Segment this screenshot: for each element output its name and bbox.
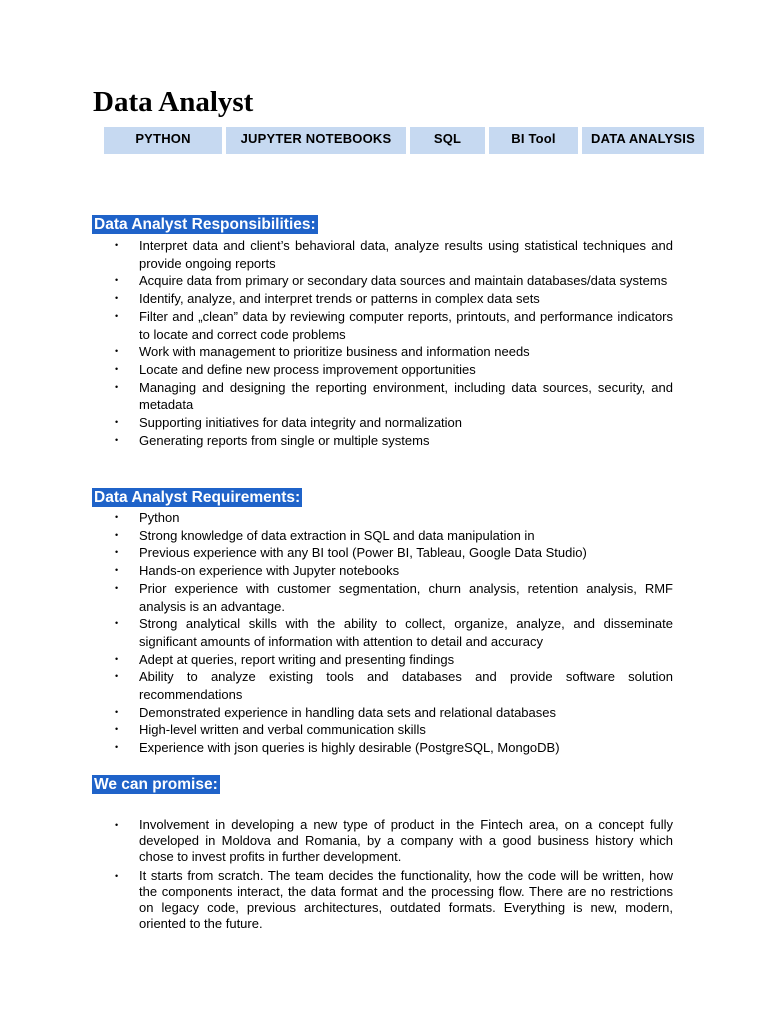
bullet-icon: • <box>115 346 119 357</box>
list-item-text: Previous experience with any BI tool (Power BI, Tableau, Google Data Studio) <box>139 545 587 561</box>
bullet-icon: • <box>115 618 119 629</box>
bullet-icon: • <box>115 293 119 304</box>
bullet-icon: • <box>115 742 119 753</box>
list-item-text: Experience with json queries is highly desirable (PostgreSQL, MongoDB) <box>139 740 560 756</box>
document-title: Data Analyst <box>93 86 254 118</box>
list-item-text: Acquire data from primary or secondary data sources and maintain databases/data systems <box>139 273 668 289</box>
bullet-icon: • <box>115 871 119 881</box>
list-item <box>0 379 673 414</box>
list-item <box>0 432 673 450</box>
skill-tag-jupyter-notebooks: JUPYTER NOTEBOOKS <box>226 127 406 154</box>
list-item <box>0 290 673 308</box>
list-item-text: Hands-on experience with Jupyter notebooks <box>139 563 400 579</box>
bullet-icon: • <box>115 363 119 374</box>
skill-tag-data-analysis: DATA ANALYSIS <box>582 127 704 154</box>
bullet-icon: • <box>115 529 119 540</box>
skill-tag-bi-tool: BI Tool <box>489 127 578 154</box>
bullet-icon: • <box>115 310 119 321</box>
list-item <box>0 721 673 739</box>
list-item <box>0 739 673 757</box>
list-item <box>0 580 673 615</box>
list-item-text: High-level written and verbal communication skills <box>139 722 426 738</box>
bullet-icon: • <box>115 381 119 392</box>
list-item-text: Interpret data and client’s behavioral data, analyze results using statistical techniques and provide ongoing reports <box>139 238 673 271</box>
bullet-icon: • <box>115 240 119 250</box>
list-item-text: Python <box>139 510 180 525</box>
requirements-heading: Data Analyst Requirements: <box>94 489 301 506</box>
list-item-text: Generating reports from single or multiple systems <box>139 432 430 448</box>
bullet-icon: • <box>115 706 119 717</box>
list-item <box>0 527 673 545</box>
list-item-text: Demonstrated experience in handling data sets and relational databases <box>139 704 556 720</box>
list-item <box>0 308 673 343</box>
bullet-icon: • <box>115 582 119 593</box>
list-item-text: Managing and designing the reporting environment, including data sources, security, and metadata <box>139 379 673 413</box>
list-item <box>0 237 673 272</box>
list-item <box>0 651 673 669</box>
list-item <box>0 414 673 432</box>
list-item-text: Identify, analyze, and interpret trends or patterns in complex data sets <box>139 291 540 307</box>
bullet-icon: • <box>115 820 119 830</box>
list-item <box>0 868 673 932</box>
list-item-text: Prior experience with customer segmentation, churn analysis, retention analysis, RMF analysis is an advantage. <box>139 580 673 614</box>
list-item <box>0 817 673 865</box>
bullet-icon: • <box>115 671 119 682</box>
skill-tag-sql: SQL <box>410 127 485 154</box>
list-item-text: Supporting initiatives for data integrity and normalization <box>139 415 463 431</box>
list-item <box>0 544 673 562</box>
bullet-icon: • <box>115 653 119 664</box>
responsibilities-heading: Data Analyst Responsibilities: <box>94 216 316 233</box>
skill-tag-python: PYTHON <box>104 127 222 154</box>
responsibilities-list <box>0 237 673 449</box>
requirements-list <box>0 509 673 757</box>
bullet-icon: • <box>115 512 119 522</box>
list-item <box>0 668 673 703</box>
bullet-icon: • <box>115 565 119 576</box>
list-item-text: It starts from scratch. The team decides the functionality, how the code will be written, how the components interact, the data format and the processing flow. There are no restrictions on legacy code, previous architectures, outdated formats. Everything is new, modern, oriented to the future. <box>139 868 673 931</box>
bullet-icon: • <box>115 724 119 735</box>
list-item <box>0 509 673 527</box>
list-item <box>0 704 673 722</box>
list-item <box>0 361 673 379</box>
list-item <box>0 615 673 650</box>
list-item-text: Filter and „clean” data by reviewing computer reports, printouts, and performance indicators to locate and correct code problems <box>139 308 673 342</box>
bullet-icon: • <box>115 417 119 428</box>
promise-heading: We can promise: <box>94 776 218 793</box>
list-item-text: Strong knowledge of data extraction in SQL and data manipulation in <box>139 527 535 543</box>
list-item-text: Work with management to prioritize business and information needs <box>139 344 530 360</box>
list-item <box>0 343 673 361</box>
list-item <box>0 272 673 290</box>
bullet-icon: • <box>115 434 119 445</box>
promise-list <box>0 817 673 935</box>
list-item-text: Strong analytical skills with the ability to collect, organize, analyze, and disseminate significant amounts of information with attention to detail and accuracy <box>139 616 673 649</box>
list-item-text: Ability to analyze existing tools and databases and provide software solution recommendations <box>139 669 673 703</box>
list-item <box>0 562 673 580</box>
list-item-text: Locate and define new process improvement opportunities <box>139 361 476 377</box>
list-item-text: Involvement in developing a new type of product in the Fintech area, on a concept fully developed in Moldova and Romania, by a company with a good business history which chose to invest profits in further development. <box>139 817 673 864</box>
bullet-icon: • <box>115 275 119 286</box>
bullet-icon: • <box>115 547 119 558</box>
list-item-text: Adept at queries, report writing and presenting findings <box>139 651 455 667</box>
